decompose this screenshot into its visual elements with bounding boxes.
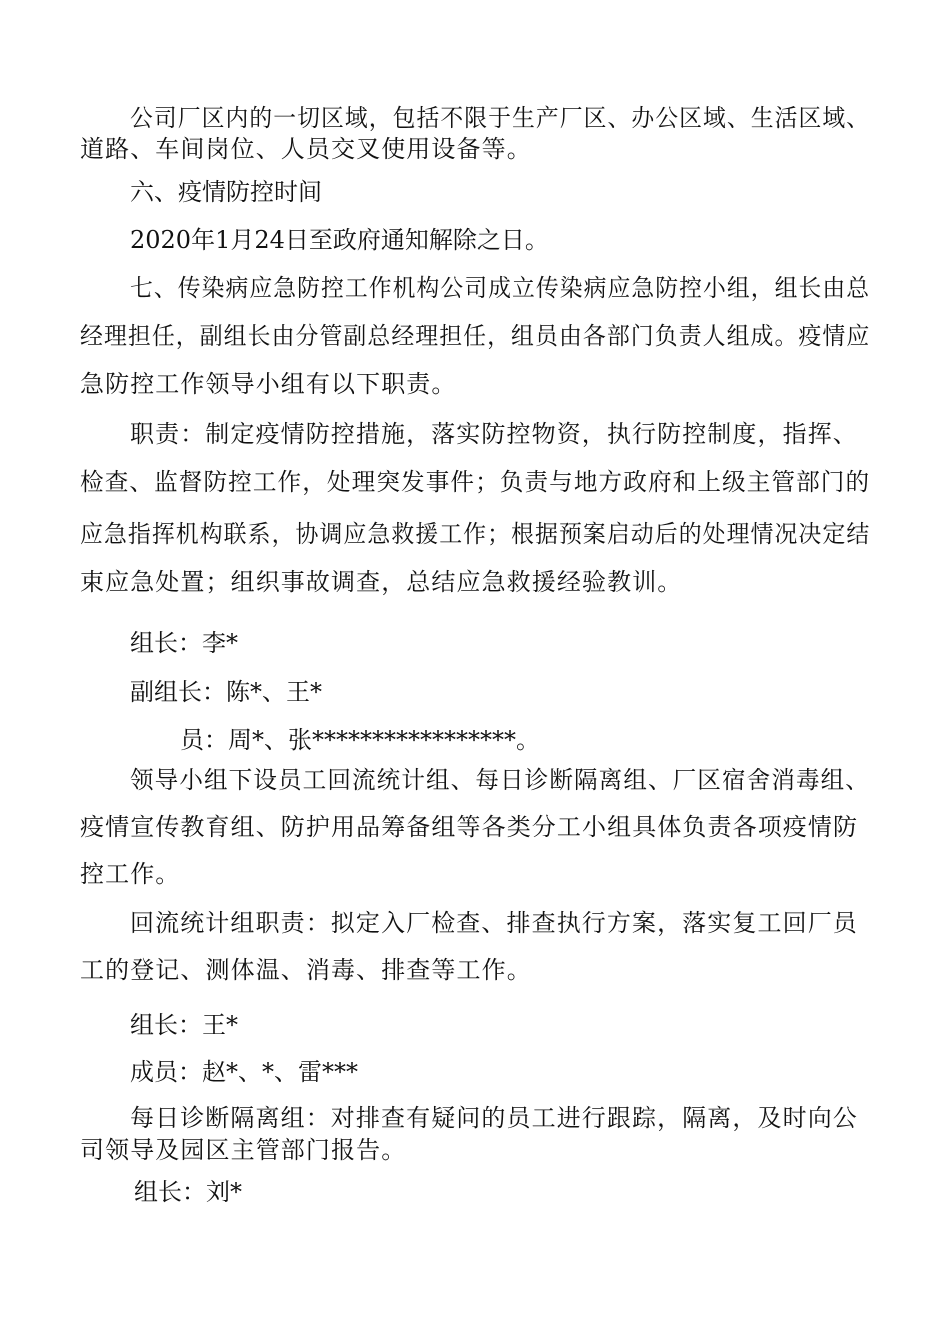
subgroups-line-3: 控工作。 [80, 860, 181, 888]
return-stats-members-line: 成员：赵*、*、雷*** [130, 1058, 358, 1086]
isolation-line-2: 司领导及园区主管部门报告。 [80, 1136, 407, 1164]
subgroups-line-2: 疫情宣传教育组、防护用品筹备组等各类分工小组具体负责各项疫情防 [80, 813, 859, 841]
return-stats-line-2: 工的登记、测体温、消毒、排查等工作。 [80, 956, 532, 984]
duties-line-4: 束应急处置；组织事故调查，总结应急救援经验教训。 [80, 568, 683, 596]
deputy-leader-line: 副组长：陈*、王* [130, 678, 322, 706]
return-stats-leader-line: 组长：王* [130, 1011, 238, 1039]
leader-line: 组长：李* [130, 629, 238, 657]
subgroups-line-1: 领导小组下设员工回流统计组、每日诊断隔离组、厂区宿舍消毒组、 [130, 766, 870, 794]
section-7-line-3: 急防控工作领导小组有以下职责。 [80, 370, 457, 398]
duties-line-3: 应急指挥机构联系，协调应急救援工作；根据预案启动后的处理情况决定结 [80, 520, 871, 548]
isolation-leader-line: 组长：刘* [134, 1178, 242, 1206]
section-6-heading: 六、疫情防控时间 [130, 178, 322, 206]
section-7-line-2: 经理担任，副组长由分管副总经理担任，组员由各部门负责人组成。疫情应 [80, 322, 871, 350]
duties-line-1: 职责：制定疫情防控措施，落实防控物资，执行防控制度，指挥、 [130, 420, 858, 448]
duties-line-2: 检查、监督防控工作，处理突发事件；负责与地方政府和上级主管部门的 [80, 468, 871, 496]
section-6-body: 2020年1月24日至政府通知解除之日。 [130, 226, 549, 254]
scope-line-1: 公司厂区内的一切区域，包括不限于生产厂区、办公区域、生活区域、 [130, 104, 871, 132]
return-stats-line-1: 回流统计组职责：拟定入厂检查、排查执行方案，落实复工回厂员 [130, 909, 858, 937]
scope-line-2: 道路、车间岗位、人员交叉使用设备等。 [80, 135, 532, 163]
isolation-line-1: 每日诊断隔离组：对排查有疑问的员工进行跟踪，隔离，及时向公 [130, 1104, 858, 1132]
members-line: 员：周*、张*****************。 [180, 726, 540, 754]
section-7-line-1: 七、传染病应急防控工作机构公司成立传染病应急防控小组，组长由总 [130, 274, 871, 302]
